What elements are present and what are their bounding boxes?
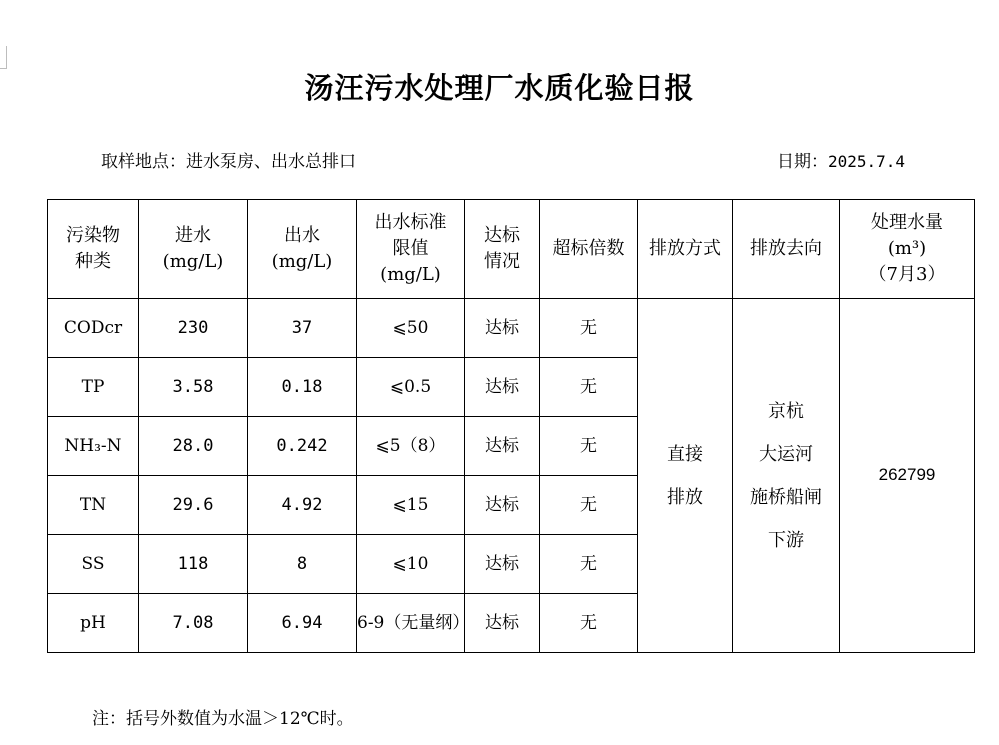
pollutant-name: TN <box>48 476 139 535</box>
limit-value: ⩽15 <box>357 476 465 535</box>
report-date <box>777 147 905 172</box>
treated-volume-value: 262799 <box>840 299 975 653</box>
header-pollutant: 污染物 种类 <box>48 200 139 299</box>
sampling-location <box>101 147 356 172</box>
header-status: 达标 情况 <box>465 200 540 299</box>
report-title: 汤汪污水处理厂水质化验日报 <box>304 71 695 105</box>
sampling-label: 取样地点： <box>101 152 186 172</box>
pollutant-name: NH₃-N <box>48 417 139 476</box>
outflow-value: 8 <box>248 535 357 594</box>
header-exceed: 超标倍数 <box>540 200 638 299</box>
outflow-value: 4.92 <box>248 476 357 535</box>
header-discharge-dest: 排放去向 <box>733 200 840 299</box>
table-header-row <box>48 200 975 299</box>
limit-value: ⩽10 <box>357 535 465 594</box>
limit-value: 6-9（无量纲） <box>357 594 465 653</box>
outflow-value: 6.94 <box>248 594 357 653</box>
header-volume: 处理水量 (m³) （7月3） <box>840 200 975 299</box>
exceed-value: 无 <box>540 476 638 535</box>
outflow-value: 37 <box>248 299 357 358</box>
footnote: 注：括号外数值为水温＞12℃时。 <box>92 709 354 729</box>
inflow-value: 230 <box>139 299 248 358</box>
header-discharge-method: 排放方式 <box>638 200 733 299</box>
limit-value: ⩽0.5 <box>357 358 465 417</box>
water-quality-table <box>47 199 975 653</box>
date-value: 2025.7.4 <box>828 152 906 171</box>
pollutant-name: CODcr <box>48 299 139 358</box>
inflow-value: 3.58 <box>139 358 248 417</box>
status-value: 达标 <box>465 358 540 417</box>
status-value: 达标 <box>465 417 540 476</box>
table-row <box>48 299 975 358</box>
discharge-destination-cell: 京杭 大运河 施桥船闸 下游 <box>733 299 840 653</box>
status-value: 达标 <box>465 299 540 358</box>
inflow-value: 7.08 <box>139 594 248 653</box>
limit-value: ⩽5（8） <box>357 417 465 476</box>
header-limit: 出水标准 限值 (mg/L) <box>357 200 465 299</box>
inflow-value: 118 <box>139 535 248 594</box>
date-label: 日期： <box>777 152 828 172</box>
header-outflow: 出水 (mg/L) <box>248 200 357 299</box>
outflow-value: 0.18 <box>248 358 357 417</box>
exceed-value: 无 <box>540 535 638 594</box>
limit-value: ⩽50 <box>357 299 465 358</box>
exceed-value: 无 <box>540 299 638 358</box>
exceed-value: 无 <box>540 358 638 417</box>
header-inflow: 进水 (mg/L) <box>139 200 248 299</box>
exceed-value: 无 <box>540 594 638 653</box>
sampling-value: 进水泵房、出水总排口 <box>186 152 356 172</box>
status-value: 达标 <box>465 594 540 653</box>
inflow-value: 28.0 <box>139 417 248 476</box>
pollutant-name: TP <box>48 358 139 417</box>
discharge-method-cell: 直接 排放 <box>638 299 733 653</box>
status-value: 达标 <box>465 535 540 594</box>
inflow-value: 29.6 <box>139 476 248 535</box>
pollutant-name: pH <box>48 594 139 653</box>
status-value: 达标 <box>465 476 540 535</box>
exceed-value: 无 <box>540 417 638 476</box>
pollutant-name: SS <box>48 535 139 594</box>
outflow-value: 0.242 <box>248 417 357 476</box>
